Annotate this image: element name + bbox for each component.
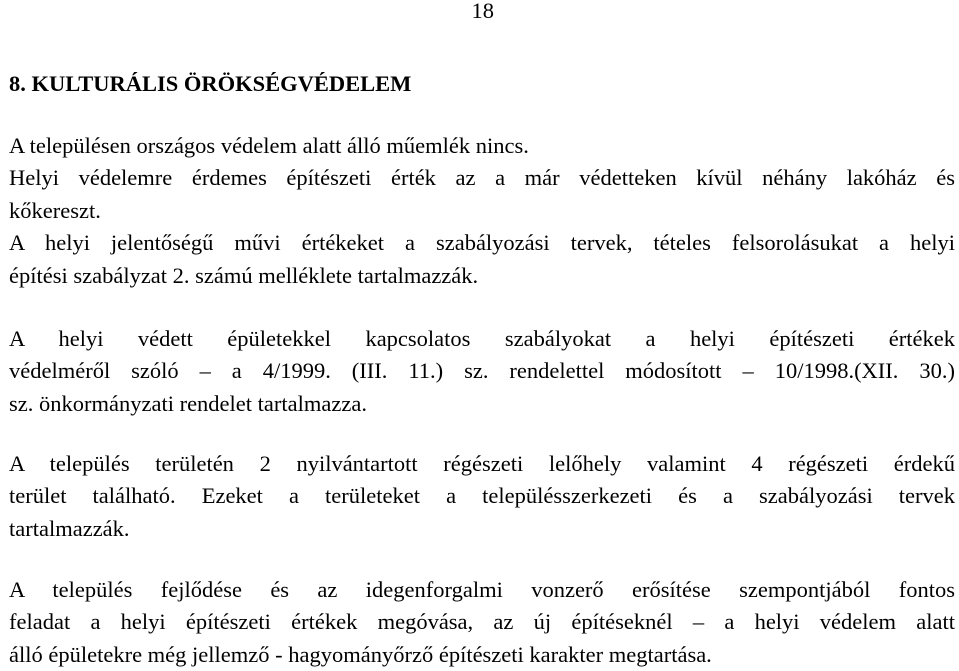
text-line: A helyi védett épületekkel kapcsolatos szabályokat a helyi építészeti értékek <box>9 326 955 351</box>
text-line: feladat a helyi építészeti értékek megóvása, az új építéseknél – a helyi védelem alatt <box>9 609 955 635</box>
text-line: védelméről szóló – a 4/1999. (III. 11.) sz. rendelettel módosított – 10/1998.(XII. 30.) <box>9 358 955 384</box>
text-line: kőkereszt. <box>9 197 101 223</box>
text-line: tartalmazzák. <box>9 515 130 541</box>
text-line: A település területén 2 nyilvántartott régészeti lelőhely valamint 4 régészeti érdekű <box>9 451 955 476</box>
text-line: A település fejlődése és az idegenforgalmi vonzerő erősítése szempontjából fontos <box>9 577 955 602</box>
text-line: építési szabályzat 2. számú melléklete tartalmazzák. <box>9 262 479 288</box>
section-title: 8. KULTURÁLIS ÖRÖKSÉGVÉDELEM <box>9 71 412 96</box>
page-number: 18 <box>471 0 494 23</box>
text-line: sz. önkormányzati rendelet tartalmazza. <box>9 390 367 416</box>
text-line: terület található. Ezeket a területeket a településszerkezeti és a szabályozási tervek <box>9 483 955 509</box>
text-line: álló épületekre még jellemző - hagyományőrző építészeti karakter megtartása. <box>9 641 712 667</box>
paragraph-protected-monuments <box>9 130 955 292</box>
paragraph-development <box>9 574 955 671</box>
paragraph-local-regulation <box>9 323 955 420</box>
text-line: A településen országos védelem alatt álló műemlék nincs. <box>9 133 529 158</box>
text-line: Helyi védelemre érdemes építészeti érték az a már védetteken kívül néhány lakóház és <box>9 165 955 191</box>
text-line: A helyi jelentőségű művi értékeket a szabályozási tervek, tételes felsorolásukat a helyi <box>9 230 955 256</box>
paragraph-archaeological-sites <box>9 448 955 545</box>
